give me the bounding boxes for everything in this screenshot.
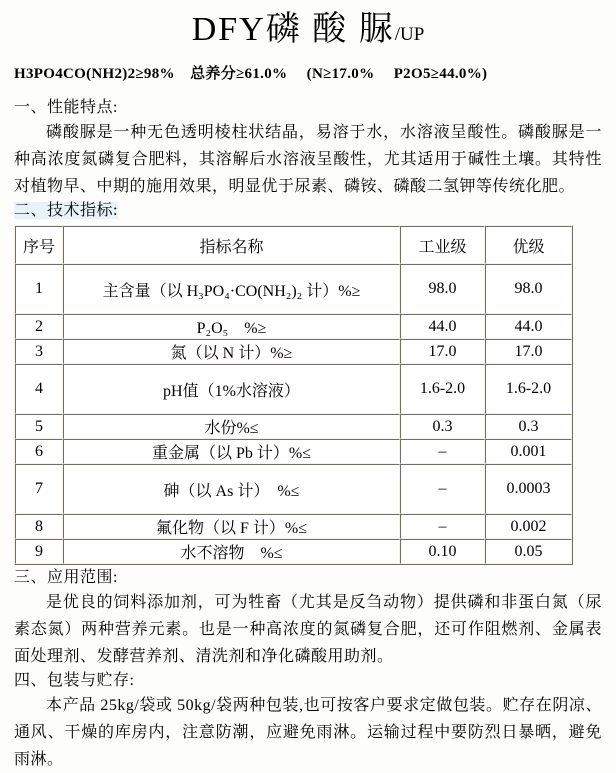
section-2-heading [14,200,602,222]
cell-indicator-name: 重金属（以 Pb 计）%≤ [63,439,400,464]
spec-table-body [15,264,572,564]
cell-index: 6 [15,439,63,464]
cell-indicator-name: 水份%≤ [63,414,400,439]
page-title-text: DFY磷 酸 脲 [191,11,395,48]
cell-industrial-value: – [400,439,485,464]
page-title [14,6,602,59]
cell-index: 5 [15,414,63,439]
cell-industrial-value: 98.0 [400,264,485,314]
cell-premium-value: 0.0003 [485,464,572,514]
cell-premium-value: 0.3 [485,414,572,439]
formula-line: H3PO4CO(NH2)2≥98% 总养分≥61.0% (N≥17.0% P2O5≥44.0%) [14,66,488,82]
cell-index: 9 [15,539,63,564]
section-3-heading: 三、应用范围: [14,569,118,586]
cell-indicator-name: P₂O₅ %≥ [63,314,400,339]
cell-indicator-name: 水不溶物 %≤ [63,539,400,564]
cell-premium-value: 0.001 [485,439,572,464]
col-header-index: 序号 [15,226,63,264]
spec-table [14,225,573,565]
table-row [15,314,572,339]
cell-industrial-value: 44.0 [400,314,485,339]
cell-indicator-name: 氟化物（以 F 计）%≤ [63,514,400,539]
table-row [15,439,572,464]
cell-industrial-value: 0.3 [400,414,485,439]
cell-industrial-value: 1.6-2.0 [400,364,485,414]
cell-indicator-name: 主含量（以 H₃PO₄·CO(NH₂)₂ 计）%≥ [63,264,400,314]
table-row [15,514,572,539]
table-row [15,539,572,564]
cell-index: 7 [15,464,63,514]
cell-index: 3 [15,339,63,364]
cell-premium-value: 0.002 [485,514,572,539]
cell-indicator-name: pH值（1%水溶液） [63,364,400,414]
section-4-body: 本产品 25kg/袋或 50kg/袋两种包装,也可按客户要求定做包装。贮存在阴凉、通风、干燥的库房内，注意防潮，应避免雨淋。运输过程中要防烈日暴晒，避免雨淋。 [14,697,602,768]
cell-industrial-value: 0.10 [400,539,485,564]
table-row [15,464,572,514]
cell-index: 1 [15,264,63,314]
table-row [15,414,572,439]
cell-industrial-value: 17.0 [400,339,485,364]
col-header-name: 指标名称 [63,226,400,264]
table-row [15,364,572,414]
section-2-heading-text: 二、技术指标: [14,202,118,219]
cell-premium-value: 44.0 [485,314,572,339]
cell-indicator-name: 砷（以 As 计） %≤ [63,464,400,514]
cell-premium-value: 17.0 [485,339,572,364]
cell-index: 4 [15,364,63,414]
col-header-premium: 优级 [485,226,572,264]
section-1-body: 磷酸脲是一种无色透明棱柱状结晶，易溶于水，水溶液呈酸性。磷酸脲是一种高浓度氮磷复合肥料，其溶解后水溶液呈酸性，尤其适用于碱性土壤。其特性对植物早、中期的施用效果，明显优于尿素、磷铵、磷酸二氢钾等传统化肥。 [14,124,602,195]
cell-index: 8 [15,514,63,539]
cell-industrial-value: – [400,514,485,539]
section-3-body: 是优良的饲料添加剂，可为牲畜（尤其是反刍动物）提供磷和非蛋白氮（尿素态氮）两种营养元素。也是一种高浓度的氮磷复合肥，还可作阻燃剂、金属表面处理剂、发酵营养剂、清洗剂和净化磷酸用助剂。 [14,594,602,665]
section-1-heading: 一、性能特点: [14,99,118,116]
page-title-suffix: /UP [394,24,425,45]
cell-premium-value: 1.6-2.0 [485,364,572,414]
cell-indicator-name: 氮（以 N 计）%≥ [63,339,400,364]
document [14,6,602,773]
table-row [15,264,572,314]
table-row [15,339,572,364]
cell-premium-value: 98.0 [485,264,572,314]
cell-industrial-value: – [400,464,485,514]
col-header-industrial: 工业级 [400,226,485,264]
cell-premium-value: 0.05 [485,539,572,564]
section-4-heading: 四、包装与贮存: [14,672,135,689]
spec-table-header-row [15,226,572,264]
cell-index: 2 [15,314,63,339]
